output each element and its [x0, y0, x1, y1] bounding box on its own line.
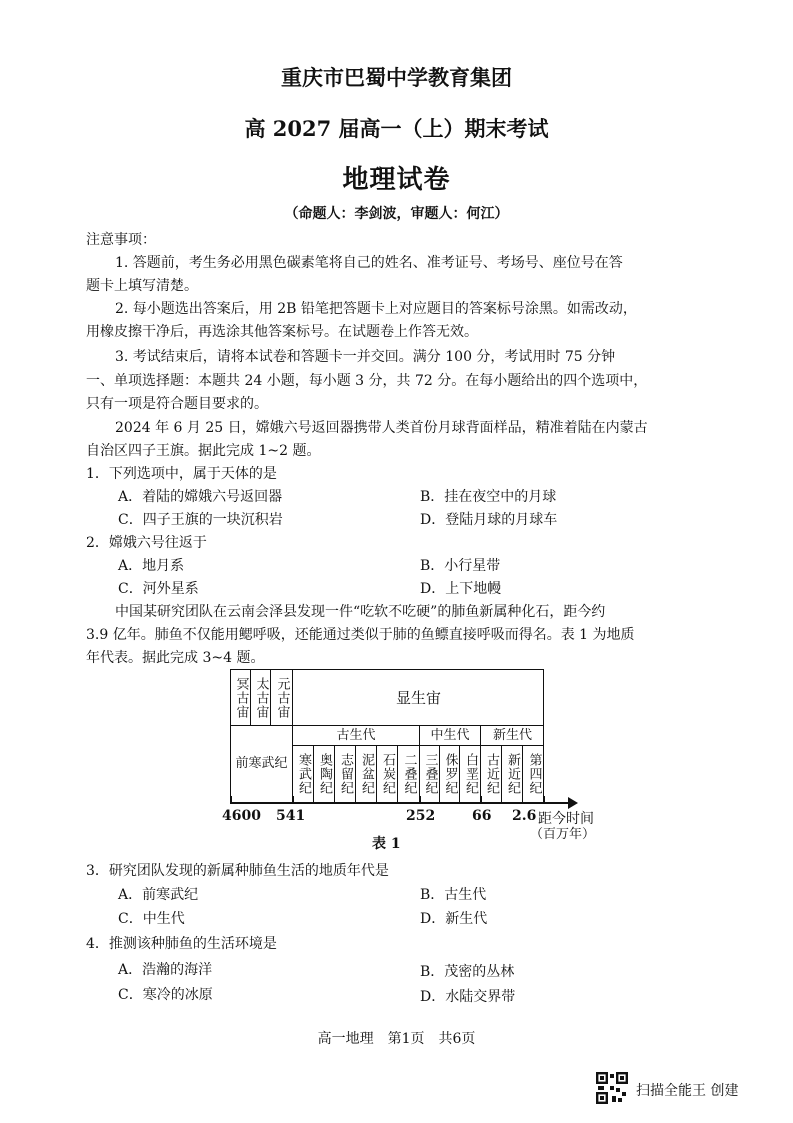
eon-proterozoic: 元古宙: [271, 670, 293, 726]
q3-option-c: C．中生代: [118, 911, 185, 927]
section1-line1: 一、单项选择题：本题共 24 小题，每小题 3 分，共 72 分。在每小题给出的四个选项中，: [86, 373, 648, 389]
passage2-line3: 年代表。据此完成 3~4 题。: [86, 650, 265, 666]
axis-unit: （百万年）: [530, 827, 596, 842]
axis-value-252: 252: [406, 808, 436, 824]
q2-option-c: C．河外星系: [118, 581, 199, 597]
note-2b: 用橡皮擦干净后，再选涂其他答案标号。在试题卷上作答无效。: [86, 324, 478, 340]
period-neogene: 新近纪: [502, 746, 523, 802]
axis-tick: [419, 796, 421, 803]
page-footer: 高一地理 第1页 共6页: [317, 1031, 476, 1047]
scanner-watermark: 扫描全能王 创建: [636, 1083, 739, 1099]
q1-option-d: D．登陆月球的月球车: [420, 512, 558, 528]
notes-title: 注意事项：: [86, 232, 156, 248]
period-paleogene: 古近纪: [481, 746, 502, 802]
school-name: 重庆市巴蜀中学教育集团: [281, 65, 512, 90]
time-axis-line: [230, 802, 570, 804]
q2-option-d: D．上下地幔: [420, 581, 502, 597]
q3-option-b: B．古生代: [420, 887, 487, 903]
period-jurassic: 侏罗纪: [440, 746, 460, 802]
exam-title: 高 2027 届高一（上）期末考试: [244, 116, 549, 141]
period-cambrian: 寒武纪: [293, 746, 314, 802]
subject-title: 地理试卷: [342, 165, 451, 195]
axis-tick: [543, 796, 545, 803]
period-carboniferous: 石炭纪: [377, 746, 398, 802]
period-ordovician: 奥陶纪: [314, 746, 335, 802]
note-1a: 1. 答题前，考生务必用黑色碳素笔将自己的姓名、准考证号、考场号、座位号在答: [115, 255, 623, 271]
period-cretaceous: 白垩纪: [460, 746, 481, 802]
passage2-line1: 中国某研究团队在云南会泽县发现一件“吃软不吃硬”的肺鱼新属种化石，距今约: [115, 604, 606, 620]
note-3: 3. 考试结束后，请将本试卷和答题卡一并交回。满分 100 分，考试用时 75 分钟: [115, 349, 616, 365]
eon-hadean: 冥古宙: [231, 670, 251, 726]
qr-code-icon: [596, 1072, 628, 1104]
period-permian: 二叠纪: [398, 746, 420, 802]
axis-value-66: 66: [472, 808, 492, 824]
section1-line2: 只有一项是符合题目要求的。: [86, 396, 268, 412]
note-2a: 2. 每小题选出答案后，用 2B 铅笔把答题卡上对应题目的答案标号涂黑。如需改动，: [115, 301, 637, 317]
axis-value-541: 541: [276, 808, 306, 824]
period-triassic: 三叠纪: [420, 746, 440, 802]
period-quaternary: 第四纪: [526, 753, 542, 795]
authors-line: （命题人：李剑波，审题人：何江）: [284, 206, 509, 222]
q4-stem: 4．推测该种肺鱼的生活环境是: [86, 936, 277, 952]
axis-tick: [230, 796, 232, 803]
eon-archean: 太古宙: [251, 670, 271, 726]
passage1-line2: 自治区四子王旗。据此完成 1~2 题。: [86, 443, 321, 459]
q1-option-a: A．着陆的嫦娥六号返回器: [118, 489, 283, 505]
q1-option-b: B．挂在夜空中的月球: [420, 489, 557, 505]
q3-option-d: D．新生代: [420, 911, 488, 927]
precambrian-cell: 前寒武纪: [231, 726, 293, 802]
passage1-line1: 2024 年 6 月 25 日，嫦娥六号返回器携带人类首份月球背面样品，精准着陆在内蒙古: [115, 420, 648, 436]
axis-tick: [292, 796, 294, 803]
axis-value-4600: 4600: [222, 808, 261, 824]
note-1b: 题卡上填写清楚。: [86, 278, 198, 294]
period-devonian: 泥盆纪: [356, 746, 377, 802]
q4-option-b: B．茂密的丛林: [420, 964, 515, 980]
era-paleozoic: 古生代: [293, 726, 420, 746]
passage2-line2: 3.9 亿年。肺鱼不仅能用鳃呼吸，还能通过类似于肺的鱼鳔直接呼吸而得名。表 1 为地质: [86, 627, 635, 643]
axis-tick: [480, 796, 482, 803]
eon-phanerozoic: 显生宙: [293, 670, 544, 726]
q4-option-d: D．水陆交界带: [420, 989, 516, 1005]
axis-value-2-6: 2.6: [512, 808, 537, 824]
q4-option-a: A．浩瀚的海洋: [118, 962, 213, 978]
q2-stem: 2．嫦娥六号往返于: [86, 535, 207, 551]
period-silurian: 志留纪: [335, 746, 356, 802]
q2-option-a: A．地月系: [118, 558, 185, 574]
table-caption: 表 1: [372, 836, 401, 852]
geologic-time-table: [230, 669, 544, 803]
era-cenozoic: 新生代: [481, 726, 544, 746]
era-mesozoic: 中生代: [420, 726, 481, 746]
q4-option-c: C．寒冷的冰原: [118, 987, 213, 1003]
q3-stem: 3．研究团队发现的新属种肺鱼生活的地质年代是: [86, 863, 389, 879]
q1-option-c: C．四子王旗的一块沉积岩: [118, 512, 283, 528]
q3-option-a: A．前寒武纪: [118, 887, 199, 903]
axis-label: 距今时间: [538, 811, 594, 827]
q1-stem: 1．下列选项中，属于天体的是: [86, 466, 277, 482]
q2-option-b: B．小行星带: [420, 558, 501, 574]
